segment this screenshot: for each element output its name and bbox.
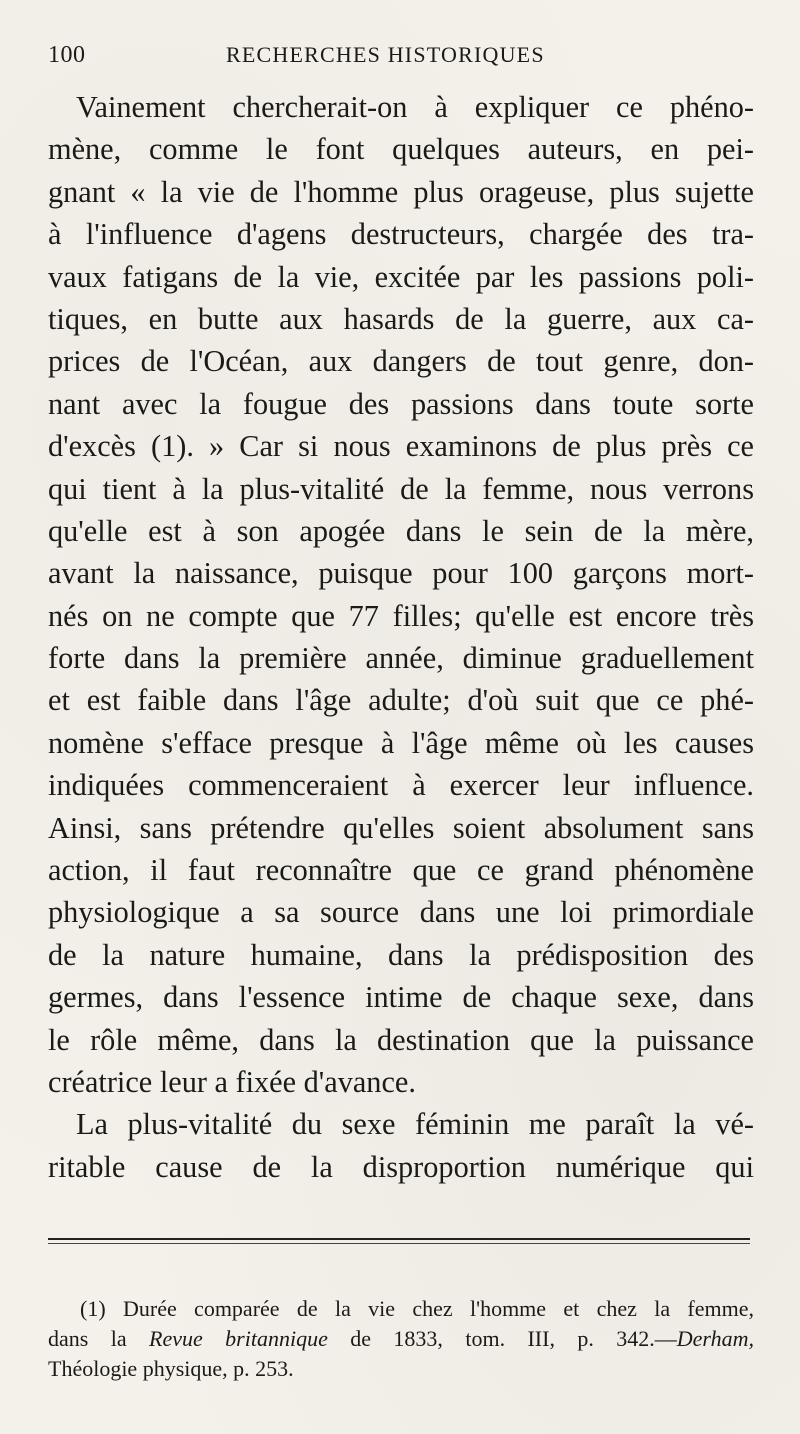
footnote-divider — [48, 1238, 750, 1240]
text-line: mène, comme le font quelques auteurs, en pei- — [48, 132, 754, 167]
text-line: prices de l'Océan, aux dangers de tout genre, don- — [48, 344, 754, 379]
text-line: qu'elle est à son apogée dans le sein de la mère, — [48, 513, 754, 548]
footnote-author: Derham, — [676, 1326, 754, 1351]
footnote-journal-title: Revue britannique — [149, 1326, 328, 1351]
footnote-line: (1) Durée comparée de la vie chez l'homme et chez la femme, — [80, 1296, 754, 1321]
text-line: d'excès (1). » Car si nous examinons de plus près ce — [48, 429, 754, 464]
footnote — [48, 1294, 754, 1384]
footnote-line — [48, 1324, 754, 1354]
text-line: gnant « la vie de l'homme plus orageuse, plus sujette — [48, 174, 754, 209]
text-line: nés on ne compte que 77 filles; qu'elle est encore très — [48, 598, 754, 633]
body-text — [48, 86, 754, 1188]
running-head: RECHERCHES HISTORIQUES — [226, 42, 545, 67]
text-line: le rôle même, dans la destination que la puissance — [48, 1022, 754, 1057]
text-line: nant avec la fougue des passions dans toute sorte — [48, 386, 754, 421]
footnote-text: de 1833, tom. III, p. 342.— — [327, 1326, 677, 1351]
text-line: tiques, en butte aux hasards de la guerre, aux ca- — [48, 301, 754, 336]
text-line: Ainsi, sans prétendre qu'elles soient absolument sans — [48, 810, 754, 845]
text-line: vaux fatigans de la vie, excitée par les passions poli- — [48, 259, 754, 294]
footnote-text: dans la — [48, 1326, 150, 1351]
page-number: 100 — [48, 42, 86, 68]
text-line: indiquées commenceraient à exercer leur influence. — [48, 768, 754, 803]
text-line: et est faible dans l'âge adulte; d'où suit que ce phé- — [48, 683, 754, 718]
text-line: La plus-vitalité du sexe féminin me paraît la vé- — [76, 1107, 754, 1142]
text-line: à l'influence d'agens destructeurs, chargée des tra- — [48, 217, 754, 252]
text-line: physiologique a sa source dans une loi primordiale — [48, 895, 754, 930]
footnote-line: Théologie physique, p. 253. — [48, 1356, 294, 1381]
text-line: ritable cause de la disproportion numérique qui — [48, 1149, 754, 1184]
text-line: avant la naissance, puisque pour 100 garçons mort- — [48, 556, 754, 591]
page-header — [48, 42, 752, 76]
text-line: forte dans la première année, diminue graduellement — [48, 641, 754, 676]
text-line: Vainement chercherait-on à expliquer ce phéno- — [76, 90, 754, 124]
text-line: nomène s'efface presque à l'âge même où les causes — [48, 725, 754, 760]
text-line: action, il faut reconnaître que ce grand phénomène — [48, 853, 754, 888]
text-line: créatrice leur a fixée d'avance. — [48, 1064, 416, 1099]
text-line: germes, dans l'essence intime de chaque sexe, dans — [48, 980, 754, 1015]
text-line: qui tient à la plus-vitalité de la femme, nous verrons — [48, 471, 754, 506]
text-line: de la nature humaine, dans la prédisposition des — [48, 937, 754, 972]
